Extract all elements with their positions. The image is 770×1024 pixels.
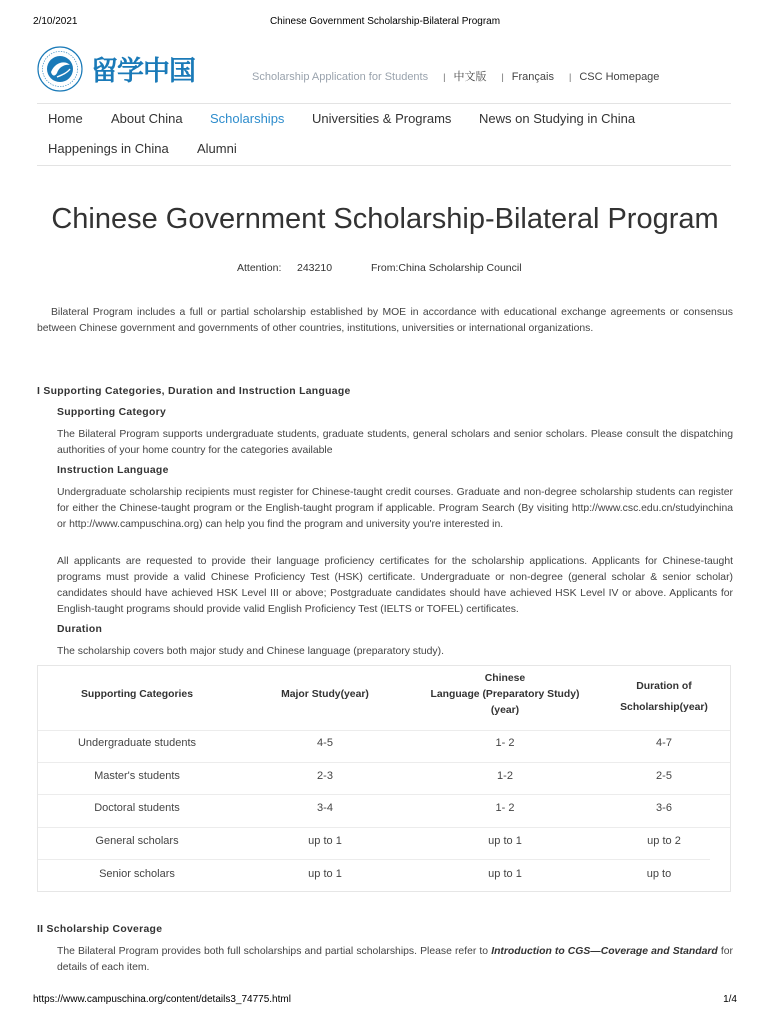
duration-paragraph: The scholarship covers both major study and Chinese language (preparatory study). <box>57 646 444 657</box>
campus-china-emblem-icon <box>37 46 83 92</box>
coverage-standard-link[interactable]: Introduction to CGS—Coverage and Standard <box>491 946 718 957</box>
scholarship-application-link[interactable]: Scholarship Application for Students <box>252 71 429 83</box>
instruction-language-heading: Instruction Language <box>57 465 169 476</box>
supporting-category-heading: Supporting Category <box>57 407 167 418</box>
duration-heading: Duration <box>57 624 103 635</box>
table-header-duration: Duration of Scholarship(year) <box>620 681 708 713</box>
csc-homepage-link[interactable]: CSC Homepage <box>579 71 660 83</box>
french-version-link[interactable]: Français <box>511 71 554 83</box>
nav-scholarships[interactable]: Scholarships <box>210 111 285 126</box>
chinese-version-link[interactable]: 中文版 <box>453 71 487 83</box>
print-footer <box>33 994 737 1008</box>
table-header-major: Major Study(year) <box>281 689 369 700</box>
top-links: Scholarship Application for Students | 中文版 | Français | CSC Homepage <box>252 71 660 83</box>
article-source: From:China Scholarship Council <box>371 262 522 274</box>
nav-home[interactable]: Home <box>48 111 83 126</box>
attention-value: 243210 <box>297 262 333 274</box>
page-number: 1/4 <box>723 994 737 1005</box>
attention-label: Attention: <box>237 262 282 274</box>
nav-happenings[interactable]: Happenings in China <box>48 141 169 156</box>
logo-text: 留学中国 <box>91 56 195 87</box>
page-title: Chinese Government Scholarship-Bilateral Program <box>51 203 719 235</box>
coverage-paragraph: The Bilateral Program provides both full scholarships and partial scholarships. Please refer to Introduction to CGS—Coverage and Standard for details of each item. <box>57 946 733 973</box>
table-header-chinese: Chinese Language (Preparatory Study) (year) <box>430 673 580 716</box>
scholarship-duration-table: Supporting Categories Major Study(year) Chinese Language (Preparatory Study) (year) Duration of Scholarship(year) Undergraduate students 4-5 1- 2 4-7 Master's students 2-3 1-2 2-5 Doctoral students 3-4 1- 2 3-6 General scholars up to 1 up to 1 up to 2 Senior scholars up to 1 up to 1 up to <box>37 665 731 892</box>
nav-bottom-divider <box>37 165 731 166</box>
intro-paragraph: Bilateral Program includes a full or partial scholarship established by MOE in accordance with educational exchange agreements or consensus between Chinese government and governments of other countries, institutions, universities or international organizations. <box>37 307 733 334</box>
print-header <box>33 16 737 30</box>
print-url: https://www.campuschina.org/content/details3_74775.html <box>33 994 291 1005</box>
print-title: Chinese Government Scholarship-Bilateral Program <box>269 16 501 27</box>
table-header-category: Supporting Categories <box>81 689 193 700</box>
nav-about-china[interactable]: About China <box>111 111 183 126</box>
nav-top-divider <box>37 103 731 104</box>
site-header <box>37 44 733 96</box>
section-2-heading: II Scholarship Coverage <box>37 924 163 935</box>
nav-news[interactable]: News on Studying in China <box>479 111 636 126</box>
section-1-heading: I Supporting Categories, Duration and Instruction Language <box>37 386 351 397</box>
print-date: 2/10/2021 <box>33 16 78 27</box>
language-proficiency-paragraph: All applicants are requested to provide their language proficiency certificates for the scholarship applications. Applicants for Chinese-taught programs must provide a valid Chinese Proficiency Test (HSK) certificate. Undergraduate or non-degree (general scholar & senior scholar) candidates should have achieved HSK Level III or above; Postgraduate candidates should have achieved HSK Level IV or above. Applicants for English-taught programs should provide valid English Proficiency Test (IELTS or TOFEL) certificates. <box>57 556 733 615</box>
instruction-language-paragraph: Undergraduate scholarship recipients must register for Chinese-taught credit courses. Graduate and non-degree scholarship students can register for either the Chinese-taught program or the English-taught program if applicable. Program Search (By visiting http://www.csc.edu.cn/studyinchina or http://www.campuschina.org) can help you find the program and university you're interested in. <box>57 487 733 530</box>
nav-universities-programs[interactable]: Universities & Programs <box>312 111 452 126</box>
supporting-category-paragraph: The Bilateral Program supports undergraduate students, graduate students, general scholars and senior scholars. Please consult the dispatching authorities of your home country for the categories available <box>57 429 733 456</box>
nav-alumni[interactable]: Alumni <box>197 141 237 156</box>
